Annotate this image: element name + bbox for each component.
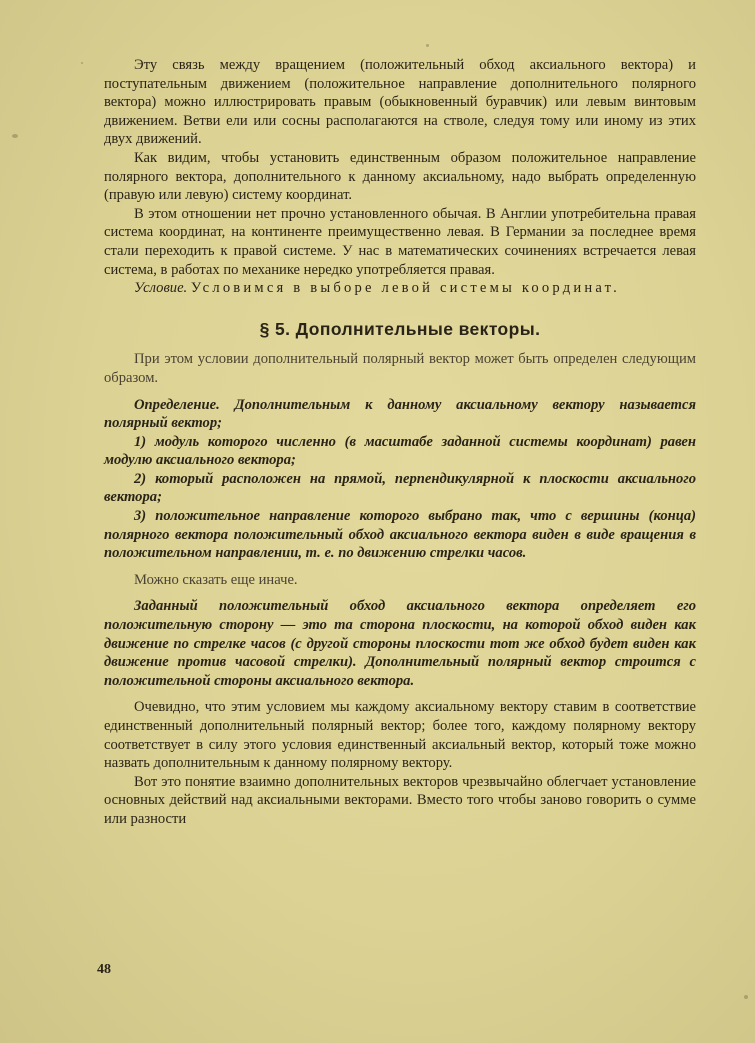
paragraph: Эту связь между вращением (положительный обход аксиального вектора) и поступательным движением (положительное направление дополнительного полярного вектора) можно иллюстрировать правым (обыкновенный буравчик) или левым винтовым движением. Ветви ели или сосны располагаются на стволе, следуя тому или иному из этих двух движений. [104, 57, 696, 148]
definition-item: 1) модуль которого численно (в масштабе заданной системы координат) равен модулю аксиального вектора; [104, 433, 696, 469]
paper-speck [744, 995, 748, 999]
definition-text: Дополнительным к данному аксиальному вектору называется полярный вектор; [104, 396, 696, 432]
paper-speck [12, 134, 18, 138]
condition-label: Условие. [134, 280, 188, 297]
alt-statement: Заданный положительный обход аксиального вектора определяет его положительную сторону — это та сторона плоскости, на которой обход виден как движение по стрелке часов (с другой стороны плоскости тот же обход будет виден как движение против часовой стрелки). Дополнительный полярный вектор строится с положительной стороны аксиального вектора. [104, 598, 696, 689]
book-page [104, 56, 696, 829]
condition-paragraph [104, 279, 696, 298]
paper-speck [81, 62, 83, 64]
paragraph: Как видим, чтобы установить единственным образом положительное направление полярного вектора, дополнительного к данному аксиальному, надо выбрать определенную (правую или левую) систему координат. [104, 149, 696, 204]
definition-item: 2) который расположен на прямой, перпендикулярной к плоскости аксиального вектора; [104, 470, 696, 506]
definition-label: Определение. [134, 396, 220, 413]
paragraph: При этом условии дополнительный полярный вектор может быть определен следующим образом. [104, 351, 696, 386]
definition-paragraph [104, 396, 696, 433]
page-number: 48 [97, 962, 111, 977]
paragraph: В этом отношении нет прочно установленного обычая. В Англии употребительна правая система координат, на континенте преимущественно левая. В Германии за последнее время стали переходить к правой системе. У нас в математических сочинениях встречается левая система, в работах по механике нередко употребляется правая. [104, 205, 696, 278]
paragraph: Вот это понятие взаимно дополнительных векторов чрезвычайно облегчает установление основных действий над аксиальными векторами. Вместо того чтобы заново говорить о сумме или разности [104, 773, 696, 827]
section-heading: § 5. Дополнительные векторы. [259, 318, 541, 339]
paragraph: Можно сказать еще иначе. [134, 571, 298, 588]
paragraph: Очевидно, что этим условием мы каждому аксиальному вектору ставим в соответствие единственный дополнительный полярный вектор; более того, каждому полярному вектору соответствует в силу этого условия единственный аксиальный вектор, который тоже можно назвать дополнительным к данному полярному вектору. [104, 699, 696, 772]
definition-item: 3) положительное направление которого выбрано так, что с вершины (конца) полярного вектора положительный обход аксиального вектора виден в виде вращения в положительном направлении, т. е. по движению стрелки часов. [104, 508, 696, 562]
condition-text: Условимся в выборе левой системы координат. [190, 280, 620, 297]
paper-speck [426, 44, 429, 47]
